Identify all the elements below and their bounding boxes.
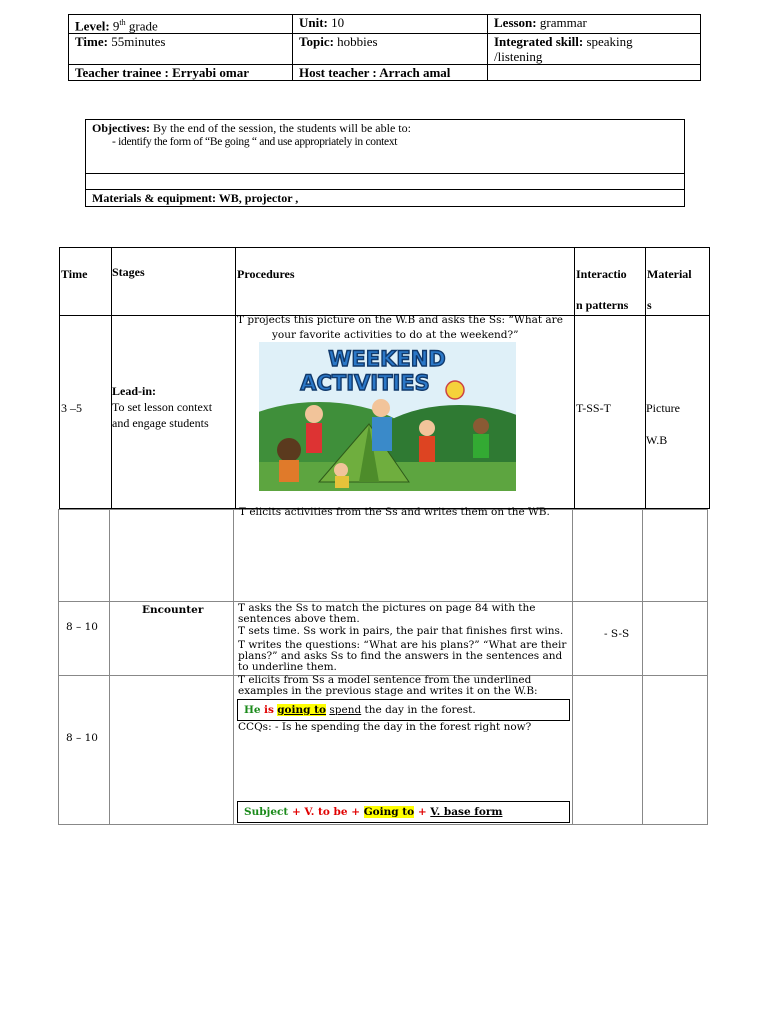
encounter-time: 8 – 10 xyxy=(66,621,98,633)
objective-item: - identify the form of “Be going “ and use appropriately in context xyxy=(112,136,398,148)
leadin-stage-desc2: and engage students xyxy=(112,416,209,430)
objectives-intro: By the end of the session, the students will be able to: xyxy=(152,121,411,135)
weekend-activities-picture xyxy=(259,342,516,491)
col-time: Time xyxy=(61,267,88,281)
leadin-stage-title: Lead-in: xyxy=(112,384,157,398)
leadin-material-2: W.B xyxy=(646,433,668,447)
time-cell: Time: 55minutes xyxy=(69,34,293,65)
host-cell: Host teacher : Arrach amal xyxy=(293,65,488,81)
col-stages: Stages xyxy=(112,265,145,279)
lesson-header-table xyxy=(68,14,701,81)
col-interaction-2: n patterns xyxy=(576,298,629,312)
encounter-stage: Encounter xyxy=(142,604,204,616)
skill-cell: Integrated skill: speaking /listening xyxy=(488,34,701,65)
model-sentence: He is going to spend the day in the forest. xyxy=(237,699,570,721)
empty-cell xyxy=(488,65,701,81)
encounter-proc-3: T writes the questions: “What are his plans?” “What are their plans?” and asks Ss to find the answers in the sentences and to underline them. xyxy=(238,639,567,673)
leadin-stage-desc1: To set lesson context xyxy=(112,400,213,414)
lesson-cell: Lesson: grammar xyxy=(488,15,701,34)
objectives-box xyxy=(85,119,685,207)
col-materials-1: Material xyxy=(647,267,692,281)
leadin-time: 3 –5 xyxy=(61,401,82,415)
trainee-cell: Teacher trainee : Erryabi omar xyxy=(69,65,293,81)
clarify-proc-1: T elicits from Ss a model sentence from the underlined examples in the previous stage and writes it on the W.B: xyxy=(238,674,538,697)
picture-title-2: ACTIVITIES xyxy=(300,371,430,395)
picture-title-1: WEEKEND xyxy=(328,347,446,371)
materials-equipment: Materials & equipment: WB, projector , xyxy=(92,191,299,205)
procedure-table-lower xyxy=(58,506,708,825)
level-cell: Level: 9th grade xyxy=(69,15,293,34)
ccq-text: CCQs: - Is he spending the day in the forest right now? xyxy=(238,721,532,733)
leadin-proc-2: your favorite activities to do at the weekend?” xyxy=(272,329,519,341)
leadin-proc-1: T projects this picture on the W.B and asks the Ss: “What are xyxy=(237,314,563,326)
encounter-proc-1: T asks the Ss to match the pictures on page 84 with the sentences above them. xyxy=(238,602,536,625)
topic-cell: Topic: hobbies xyxy=(293,34,488,65)
encounter-proc-2: T sets time. Ss work in pairs, the pair that finishes first wins. xyxy=(238,625,564,637)
col-interaction-1: Interactio xyxy=(576,267,627,281)
leadin-interaction: T-SS-T xyxy=(576,401,611,415)
form-formula: Subject + V. to be + Going to + V. base form xyxy=(237,801,570,823)
leadin-material-1: Picture xyxy=(646,401,680,415)
col-materials-2: s xyxy=(647,298,652,312)
col-procedures: Procedures xyxy=(237,267,295,281)
objectives-label: Objectives: xyxy=(92,121,150,135)
clarify-time: 8 – 10 xyxy=(66,732,98,744)
encounter-interaction: - S-S xyxy=(604,628,630,640)
elicit-proc: T elicits activities from the Ss and writes them on the WB. xyxy=(239,506,550,518)
unit-cell: Unit: 10 xyxy=(293,15,488,34)
